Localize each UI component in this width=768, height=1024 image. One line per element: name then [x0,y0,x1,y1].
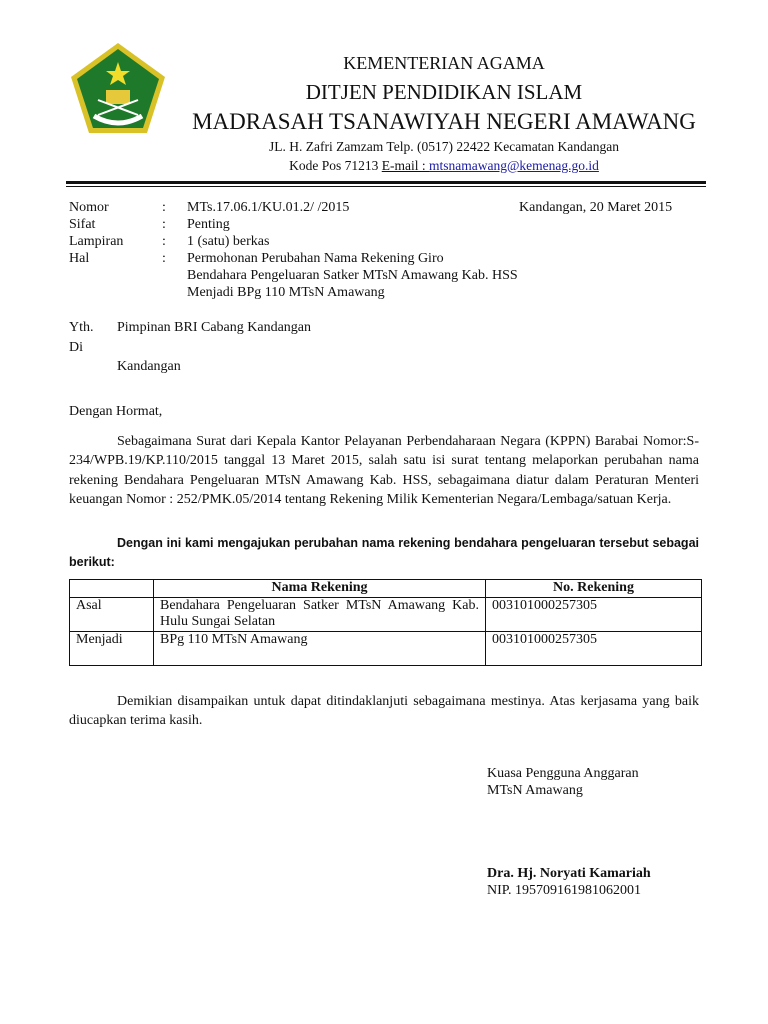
ministry-name: KEMENTERIAN AGAMA [343,53,545,73]
account-number: 003101000257305 [486,631,702,665]
table-row [70,597,702,631]
hal-line: Menjadi BPg 110 MTsN Amawang [187,285,385,300]
recipient-place: Kandangan [117,359,181,374]
hal-line: Permohonan Perubahan Nama Rekening Giro [187,251,444,266]
sifat-value: Penting [187,217,230,232]
postal-email [0,158,768,174]
hal-label: Hal [69,251,90,266]
signer-title: Kuasa Pengguna Anggaran [487,766,639,781]
header-rule [66,181,706,184]
account-name: Bendahara Pengeluaran Satker MTsN Amawang Kab. Hulu Sungai Selatan [154,597,486,631]
table-header [70,580,154,598]
email-link[interactable]: mtsnamawang@kemenag.go.id [429,158,599,173]
greeting: Dengan Hormat, [69,404,163,419]
signer-name: Dra. Hj. Noryati Kamariah [487,866,651,881]
table-row [70,631,702,665]
signer-nip: NIP. 195709161981062001 [487,883,642,898]
directorate-name: DITJEN PENDIDIKAN ISLAM [305,80,583,104]
hal-line: Bendahara Pengeluaran Satker MTsN Amawang Kab. HSS [187,268,518,283]
paragraph-2: Dengan ini kami mengajukan perubahan nama rekening bendahara pengeluaran tersebut sebagai berikut: [69,536,699,570]
account-name: BPg 110 MTsN Amawang [154,631,486,665]
email-label: E-mail : [381,158,429,173]
account-table [69,579,702,666]
nomor-label: Nomor [69,200,109,215]
table-header-row [70,580,702,598]
address: JL. H. Zafri Zamzam Telp. (0517) 22422 Kecamatan Kandangan [268,139,620,154]
sifat-label: Sifat [69,217,96,232]
lampiran-value: 1 (satu) berkas [187,234,270,249]
signer-office: MTsN Amawang [487,783,583,798]
nomor-value: MTs.17.06.1/KU.01.2/ /2015 [187,200,350,215]
school-name: MADRASAH TSANAWIYAH NEGERI AMAWANG [192,109,696,134]
postal-code: Kode Pos 71213 [289,158,382,173]
yth-label: Yth. [69,320,94,335]
account-number: 003101000257305 [486,597,702,631]
di-label: Di [69,340,83,355]
paragraph-1: Sebagaimana Surat dari Kepala Kantor Pelayanan Perbendaharaan Negara (KPPN) Barabai Nomor:S-234/WPB.19/KP.110/2015 tanggal 13 Maret 2015, salah satu isi surat tentang melaporkan perubahan nama rekening Bendahara Pengeluaran MTsN Amawang Kab. HSS, sebagaimana diatur dalam Peraturan Menteri keuangan Nomor : 252/PMK.05/2014 tentang Rekening Milik Kementerian Negara/Lembaga/satuan Kerja. [69,434,699,507]
letter-date: Kandangan, 20 Maret 2015 [519,200,673,215]
colon: : [162,234,166,249]
lampiran-label: Lampiran [69,234,124,249]
colon: : [162,251,166,266]
closing-paragraph: Demikian disampaikan untuk dapat ditindaklanjuti sebagaimana mestinya. Atas kerjasama yang baik diucapkan terima kasih. [69,694,699,729]
colon: : [162,217,166,232]
table-header: No. Rekening [486,580,702,598]
header-rule-thin [66,186,706,187]
row-label: Menjadi [70,631,154,665]
row-label: Asal [70,597,154,631]
colon: : [162,200,166,215]
recipient-name: Pimpinan BRI Cabang Kandangan [117,320,312,335]
table-header: Nama Rekening [154,580,486,598]
